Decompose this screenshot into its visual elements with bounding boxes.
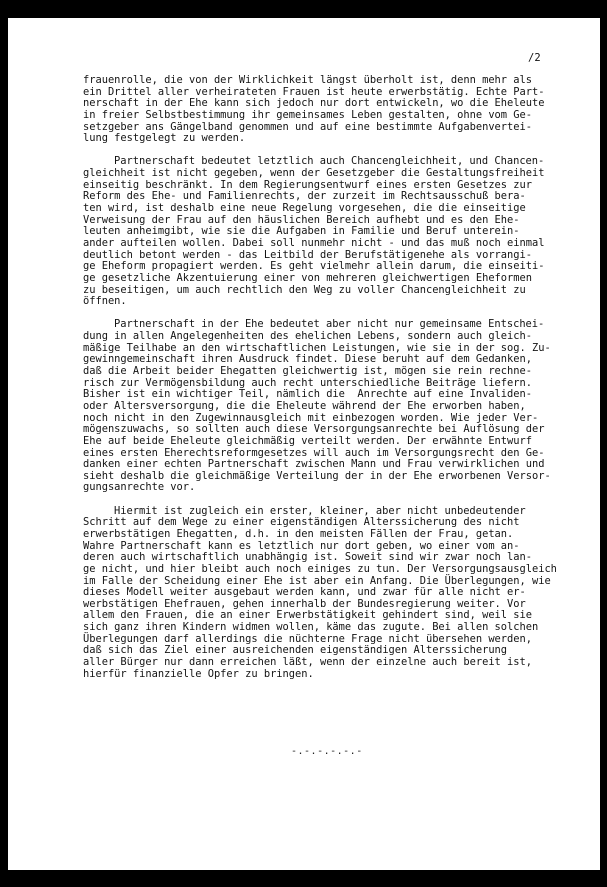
text-line: ge nicht, und hier bleibt auch noch einiges zu tun. Der Versorgungsausgleich bbox=[83, 562, 557, 575]
document-body bbox=[83, 75, 593, 692]
text-line: frauenrolle, die von der Wirklichkeit längst überholt ist, denn mehr als bbox=[83, 74, 532, 86]
paragraph bbox=[83, 156, 593, 307]
text-line: oder Altersversorgung, die die Eheleute während der Ehe erworben haben, bbox=[83, 399, 526, 412]
text-line: lung festgelegt zu werden. bbox=[83, 132, 246, 145]
text-line: gleichheit ist nicht gegeben, wenn der Gesetzgeber die Gestaltungsfreiheit bbox=[83, 167, 545, 180]
text-line: mäßige Teilhabe an den wirtschaftlichen Leistungen, wie sie in der sog. Zu- bbox=[83, 341, 551, 354]
text-line: deren auch wirtschaftlich unabhängig ist. Soweit sind wir zwar noch lan- bbox=[83, 551, 532, 564]
text-line: dieses Modell weiter ausgebaut werden kann, und zwar für alle nicht er- bbox=[83, 586, 526, 599]
text-line: Bisher ist ein wichtiger Teil, nämlich die Anrechte auf eine Invaliden- bbox=[83, 388, 532, 401]
text-line: in freier Selbstbestimmung ihr gemeinsames Leben gestalten, ohne vom Ge- bbox=[83, 108, 532, 121]
text-line: Ehe auf beide Eheleute gleichmäßig verteilt werden. Der erwähnte Entwurf bbox=[83, 434, 532, 447]
text-line: daß die Arbeit beider Ehegatten gleichwertig ist, mögen sie rein rechne- bbox=[83, 365, 532, 378]
closing-mark: -.-.-.-.-.- bbox=[291, 746, 363, 757]
text-line: hierfür finanzielle Opfer zu bringen. bbox=[83, 667, 314, 680]
text-line: sich ganz ihren Kindern widmen wollen, käme das zugute. Bei allen solchen bbox=[83, 621, 539, 634]
text-line: Reform des Ehe- und Familienrechts, der zurzeit im Rechtsausschuß bera- bbox=[83, 190, 526, 203]
text-line: Überlegungen darf allerdings die nüchterne Frage nicht übersehen werden, bbox=[83, 632, 532, 645]
document-page bbox=[8, 18, 600, 870]
text-line: leuten anheimgibt, wie sie die Aufgaben in Familie und Beruf unterein- bbox=[83, 225, 520, 238]
text-line: Hiermit ist zugleich ein erster, kleiner, aber nicht unbedeutender bbox=[114, 504, 526, 517]
text-line: Wahre Partnerschaft kann es letztlich nur dort geben, wo einer vom an- bbox=[83, 539, 520, 552]
text-line: allem den Frauen, die an einer Erwerbstätigkeit gehindert sind, weil sie bbox=[83, 609, 532, 622]
text-line: zu beseitigen, um auch rechtlich den Weg zu voller Chancengleichheit zu bbox=[83, 283, 526, 296]
text-line: eines ersten Eherechtsreformgesetzes will auch im Versorgungsrecht den Ge- bbox=[83, 446, 545, 459]
text-line: einseitig beschränkt. In dem Regierungsentwurf eines ersten Gesetzes zur bbox=[83, 178, 532, 191]
text-line: ander aufteilen wollen. Dabei soll nunmehr nicht - und das muß noch einmal bbox=[83, 236, 545, 249]
text-line: gewinngemeinschaft ihren Ausdruck findet. Diese beruht auf dem Gedanken, bbox=[83, 353, 532, 366]
text-line: ge Eheform propagiert werden. Es geht vielmehr allein darum, die einseiti- bbox=[83, 260, 545, 273]
text-line: sieht deshalb die gleichmäßige Verteilung der in der Ehe erworbenen Versor- bbox=[83, 469, 551, 482]
text-line: gungsanrechte vor. bbox=[83, 481, 196, 494]
page-number: /2 bbox=[528, 52, 541, 64]
text-line: ein Drittel aller verheirateten Frauen ist heute erwerbstätig. Echte Part- bbox=[83, 85, 545, 98]
text-line: im Falle der Scheidung einer Ehe ist aber ein Anfang. Die Überlegungen, wie bbox=[83, 574, 551, 587]
text-line: Partnerschaft in der Ehe bedeutet aber nicht nur gemeinsame Entschei- bbox=[114, 318, 545, 331]
text-line: setzgeber ans Gängelband genommen und auf eine bestimmte Aufgabenvertei- bbox=[83, 120, 532, 133]
text-line: aller Bürger nur dann erreichen läßt, wenn der einzelne auch bereit ist, bbox=[83, 656, 532, 669]
text-line: noch nicht in den Zugewinnausgleich mit einbezogen worden. Wie jeder Ver- bbox=[83, 411, 539, 424]
text-line: nerschaft in der Ehe kann sich jedoch nur dort entwickeln, wo die Eheleute bbox=[83, 97, 545, 110]
text-line: Schritt auf dem Wege zu einer eigenständigen Alterssicherung des nicht bbox=[83, 516, 520, 529]
paragraph bbox=[83, 506, 593, 681]
paragraph bbox=[83, 319, 593, 494]
text-line: mögenszuwachs, so sollten auch diese Versorgungsanrechte bei Auflösung der bbox=[83, 423, 545, 436]
text-line: risch zur Vermögensbildung auch recht unterschiedliche Beiträge liefern. bbox=[83, 376, 532, 389]
text-line: Partnerschaft bedeutet letztlich auch Chancengleichheit, und Chancen- bbox=[114, 155, 545, 168]
paragraph bbox=[83, 75, 593, 145]
text-line: danken einer echten Partnerschaft zwischen Mann und Frau verwirklichen und bbox=[83, 458, 545, 471]
text-line: ten wird, ist deshalb eine neue Regelung vorgesehen, die die einseitige bbox=[83, 202, 526, 215]
text-line: erwerbstätigen Ehegatten, d.h. in den meisten Fällen der Frau, getan. bbox=[83, 527, 514, 540]
text-line: werbstätigen Ehefrauen, gehen innerhalb der Bundesregierung weiter. Vor bbox=[83, 597, 526, 610]
text-line: deutlich betont werden - das Leitbild der Berufstätigenehe als vorrangi- bbox=[83, 248, 532, 261]
text-line: Verweisung der Frau auf den häuslichen Bereich aufhebt und es den Ehe- bbox=[83, 213, 520, 226]
text-line: ge gesetzliche Akzentuierung einer von mehreren gleichwertigen Eheformen bbox=[83, 271, 532, 284]
text-line: öffnen. bbox=[83, 295, 127, 308]
text-line: dung in allen Angelegenheiten des ehelichen Lebens, sondern auch gleich- bbox=[83, 330, 532, 343]
text-line: daß sich das Ziel einer ausreichenden eigenständigen Alterssicherung bbox=[83, 644, 508, 657]
